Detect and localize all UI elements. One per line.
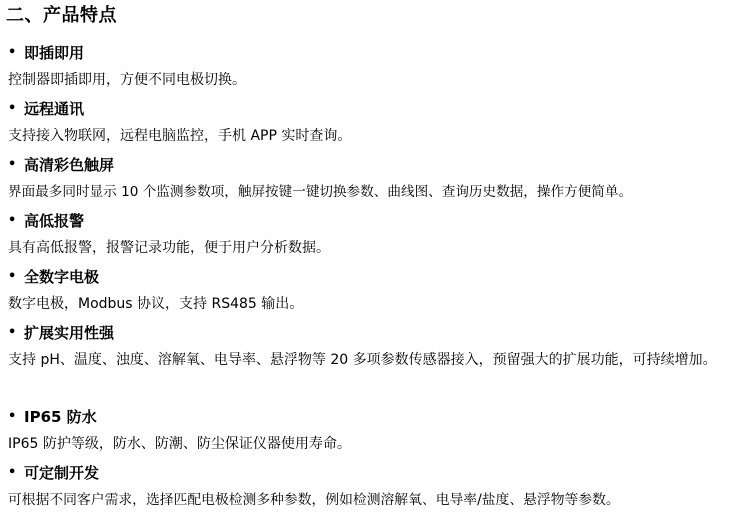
bullet-icon: • — [8, 269, 17, 284]
feature-heading-label: 远程通讯 — [24, 100, 85, 118]
feature-item-strong-expandability — [8, 320, 734, 374]
feature-heading-label: 高清彩色触屏 — [24, 156, 115, 174]
feature-item-hd-color-touchscreen — [8, 152, 734, 206]
feature-heading — [8, 404, 734, 430]
feature-description: 支持 pH、温度、浊度、溶解氧、电导率、悬浮物等 20 多项参数传感器接入，预留强大的扩展功能，可持续增加。 — [8, 352, 717, 368]
section-title: 二、产品特点 — [6, 5, 117, 26]
feature-description: 控制器即插即用，方便不同电极切换。 — [8, 72, 246, 88]
feature-heading — [8, 264, 734, 290]
feature-description: 可根据不同客户需求，选择匹配电极检测多种参数，例如检测溶解氧、电导率/盐度、悬浮物等参数。 — [8, 492, 620, 508]
feature-item-plug-and-play — [8, 40, 734, 94]
feature-item-high-low-alarm — [8, 208, 734, 262]
bullet-icon: • — [8, 325, 17, 340]
feature-description: 支持接入物联网，远程电脑监控，手机 APP 实时查询。 — [8, 128, 352, 144]
feature-heading-label: 高低报警 — [24, 212, 85, 230]
feature-description: IP65 防护等级，防水、防潮、防尘保证仪器使用寿命。 — [8, 436, 351, 452]
bullet-icon: • — [8, 45, 17, 60]
bullet-icon: • — [8, 213, 17, 228]
bullet-icon: • — [8, 465, 17, 480]
feature-item-full-digital-electrode — [8, 264, 734, 318]
feature-description: 界面最多同时显示 10 个监测参数项，触屏按键一键切换参数、曲线图、查询历史数据，操作方便简单。 — [8, 184, 633, 200]
feature-heading — [8, 152, 734, 178]
feature-heading — [8, 96, 734, 122]
feature-heading — [8, 460, 734, 486]
feature-description: 数字电极，Modbus 协议，支持 RS485 输出。 — [8, 296, 304, 312]
feature-heading — [8, 320, 734, 346]
bullet-icon: • — [8, 157, 17, 172]
feature-heading-label: IP65 防水 — [24, 408, 97, 426]
feature-item-ip65-waterproof — [8, 404, 734, 458]
feature-heading-label: 即插即用 — [24, 44, 85, 62]
feature-item-remote-communication — [8, 96, 734, 150]
feature-item-customizable-development — [8, 460, 734, 514]
feature-heading-label: 扩展实用性强 — [24, 324, 115, 342]
feature-heading — [8, 40, 734, 66]
feature-heading — [8, 208, 734, 234]
bullet-icon: • — [8, 101, 17, 116]
feature-heading-label: 可定制开发 — [24, 464, 100, 482]
bullet-icon: • — [8, 409, 17, 424]
feature-heading-label: 全数字电极 — [24, 268, 100, 286]
feature-description: 具有高低报警，报警记录功能，便于用户分析数据。 — [8, 240, 330, 256]
